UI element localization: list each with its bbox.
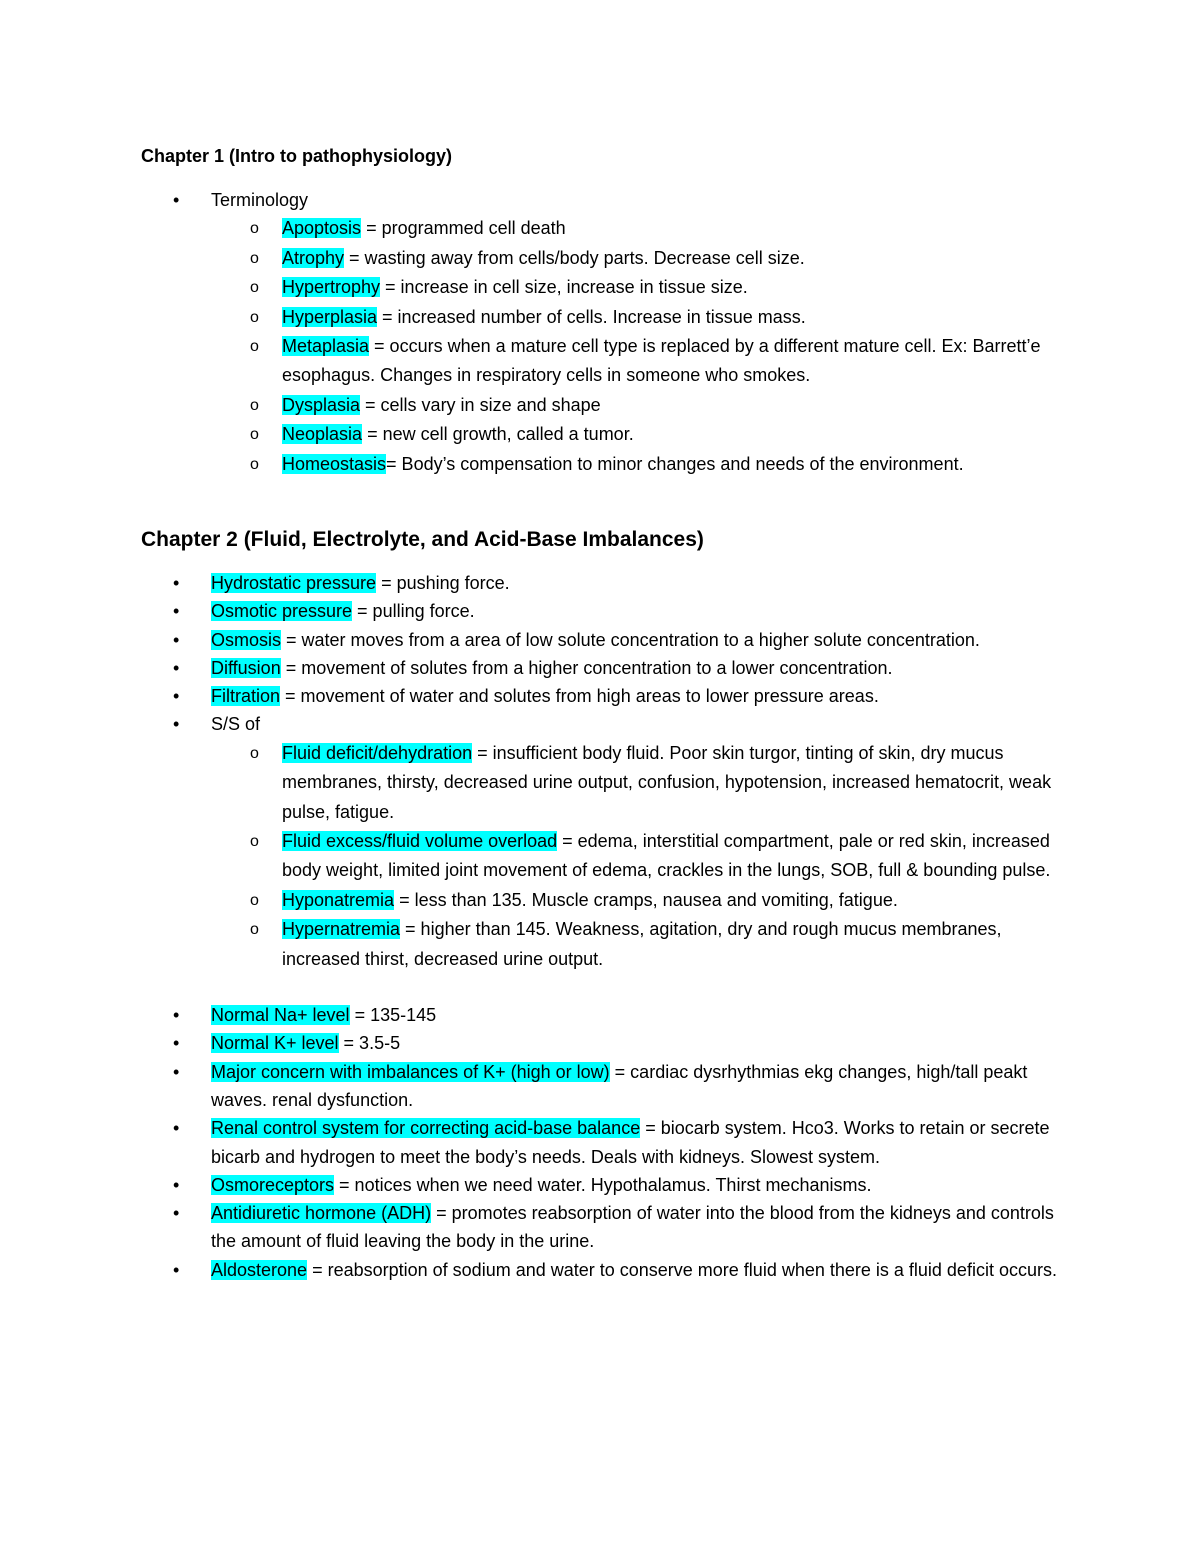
definition-text: = 3.5-5 [338, 1033, 401, 1054]
list-item [0, 1256, 1071, 1284]
chapter-1-list [0, 186, 1200, 479]
bullet-icon: • [173, 1118, 180, 1139]
definition-text: = Body’s compensation to minor changes and needs of the environment. [386, 453, 964, 474]
bullet-icon: o [250, 921, 259, 939]
definition-text: = higher than 145. Weakness, agitation, dry and rough mucus membranes, increased thirst, decreased urine output. [282, 919, 1002, 969]
chapter-2-definitions-b [0, 1001, 1200, 1284]
ss-item [0, 710, 1071, 738]
highlighted-term: Fluid excess/fluid volume overload [282, 831, 558, 851]
list-item [0, 597, 1071, 625]
highlighted-term: Hydrostatic pressure [211, 573, 377, 593]
list-item [0, 569, 1071, 597]
bullet-icon: o [250, 396, 259, 414]
bullet-icon: • [173, 1174, 180, 1195]
definition-text: = increase in cell size, increase in tissue size. [380, 277, 748, 298]
list-item [0, 273, 1072, 302]
bullet-icon: • [173, 1259, 180, 1280]
terms-list [0, 214, 1200, 479]
highlighted-term: Osmoreceptors [211, 1174, 335, 1195]
chapter-2-title: Chapter 2 (Fluid, Electrolyte, and Acid-Base Imbalances) [141, 528, 704, 551]
list-item [0, 244, 1072, 273]
terminology-label: Terminology [211, 190, 309, 210]
spacer [0, 974, 1200, 1001]
bullet-icon: • [173, 629, 180, 650]
bullet-icon: • [173, 573, 180, 593]
highlighted-term: Renal control system for correcting acid-base balance [211, 1118, 641, 1139]
highlighted-term: Apoptosis [282, 218, 362, 239]
highlighted-term: Osmotic pressure [211, 601, 353, 622]
definition-text: = insufficient body fluid. Poor skin turgor, tinting of skin, dry mucus membranes, thirsty, decreased urine output, confusion, hypotension, increased hematocrit, weak pulse, fatigue. [282, 742, 1052, 822]
bullet-icon: o [250, 426, 259, 444]
definition-text: = movement of solutes from a higher concentration to a lower concentration. [280, 657, 893, 678]
bullet-icon: • [173, 190, 180, 210]
list-item [0, 915, 1072, 974]
highlighted-term: Neoplasia [282, 424, 363, 445]
bullet-icon: • [173, 657, 180, 678]
highlighted-term: Atrophy [282, 247, 345, 268]
highlighted-term: Diffusion [211, 657, 281, 678]
definition-text: = movement of water and solutes from high areas to lower pressure areas. [280, 686, 879, 707]
list-item [0, 1058, 1071, 1115]
highlighted-term: Dysplasia [282, 394, 361, 415]
terminology-sublist [0, 214, 1200, 479]
list-item [0, 682, 1071, 710]
chapter-2-list [0, 569, 1200, 1284]
bullet-icon: o [250, 891, 259, 909]
highlighted-term: Major concern with imbalances of K+ (high or low) [211, 1061, 610, 1082]
ss-sublist [0, 739, 1200, 974]
bullet-icon: o [250, 249, 259, 267]
list-item [0, 827, 1072, 886]
bullet-icon: • [173, 686, 180, 707]
bullet-icon: o [250, 744, 259, 762]
list-item [0, 332, 1072, 391]
bullet-icon: o [250, 220, 259, 238]
list-item [0, 303, 1072, 332]
definition-text: = pushing force. [376, 573, 510, 593]
definition-text: = cells vary in size and shape [360, 394, 601, 415]
list-item [0, 654, 1071, 682]
bullet-icon: o [250, 337, 259, 355]
list-item [0, 1001, 1071, 1029]
bullet-icon: o [250, 833, 259, 850]
highlighted-term: Normal K+ level [211, 1033, 339, 1054]
ss-label: S/S of [211, 714, 261, 735]
list-item [0, 1114, 1071, 1171]
list-item [0, 420, 1072, 449]
definition-text: = pulling force. [352, 601, 475, 622]
highlighted-term: Antidiuretic hormone (ADH) [211, 1203, 432, 1224]
definition-text: = biocarb system. Hco3. Works to retain or secrete bicarb and hydrogen to meet the body’s needs. Deals with kidneys. Slowest system. [211, 1118, 1050, 1167]
definition-text: = reabsorption of sodium and water to conserve more fluid when there is a fluid deficit occurs. [307, 1259, 1057, 1280]
bullet-icon: • [173, 1203, 180, 1224]
highlighted-term: Osmosis [211, 629, 282, 650]
definition-text: = less than 135. Muscle cramps, nausea and vomiting, fatigue. [394, 889, 898, 910]
bullet-icon: • [173, 601, 180, 622]
definition-text: = cardiac dysrhythmias ekg changes, high/tall peakt waves. renal dysfunction. [211, 1061, 1028, 1110]
definition-text: = occurs when a mature cell type is replaced by a different mature cell. Ex: Barrett’e esophagus. Changes in respiratory cells in someone who smokes. [282, 335, 1041, 386]
chapter-2-definitions-a [0, 569, 1200, 710]
highlighted-term: Homeostasis [282, 453, 387, 474]
definition-text: = new cell growth, called a tumor. [362, 424, 634, 445]
definition-text: = increased number of cells. Increase in tissue mass. [377, 306, 806, 327]
list-item [0, 739, 1072, 827]
definition-text: = wasting away from cells/body parts. Decrease cell size. [344, 247, 805, 268]
highlighted-term: Hyponatremia [282, 889, 395, 910]
highlighted-term: Hypertrophy [282, 277, 381, 298]
highlighted-term: Normal Na+ level [211, 1005, 350, 1026]
definition-text: = 135-145 [349, 1005, 437, 1026]
list-item [0, 214, 1072, 243]
bullet-icon: • [173, 1033, 180, 1054]
bullet-icon: • [173, 714, 180, 735]
highlighted-term: Metaplasia [282, 335, 370, 356]
terminology-item [0, 186, 1071, 214]
definition-text: = edema, interstitial compartment, pale or red skin, increased body weight, limited joint movement of edema, crackles in the lungs, SOB, full & bounding pulse. [282, 831, 1051, 881]
definition-text: = promotes reabsorption of water into the blood from the kidneys and controls the amount of fluid leaving the body in the urine. [211, 1203, 1054, 1252]
list-item [0, 626, 1071, 654]
bullet-icon: o [250, 279, 259, 297]
highlighted-term: Fluid deficit/dehydration [282, 742, 473, 763]
bullet-icon: o [250, 455, 259, 473]
definition-text: = notices when we need water. Hypothalamus. Thirst mechanisms. [334, 1174, 872, 1195]
highlighted-term: Aldosterone [211, 1259, 308, 1280]
highlighted-term: Hyperplasia [282, 306, 378, 327]
list-item [0, 1029, 1071, 1057]
list-item [0, 886, 1072, 915]
list-item [0, 450, 1072, 479]
highlighted-term: Hypernatremia [282, 919, 401, 940]
definition-text: = water moves from a area of low solute concentration to a higher solute concentration. [281, 629, 980, 650]
bullet-icon: • [173, 1005, 180, 1026]
list-item [0, 1171, 1071, 1199]
bullet-icon: • [173, 1061, 180, 1082]
highlighted-term: Filtration [211, 686, 281, 707]
list-item [0, 1199, 1071, 1256]
list-item [0, 391, 1072, 420]
bullet-icon: o [250, 308, 259, 326]
chapter-1-title: Chapter 1 (Intro to pathophysiology) [141, 146, 452, 166]
definition-text: = programmed cell death [361, 218, 566, 239]
